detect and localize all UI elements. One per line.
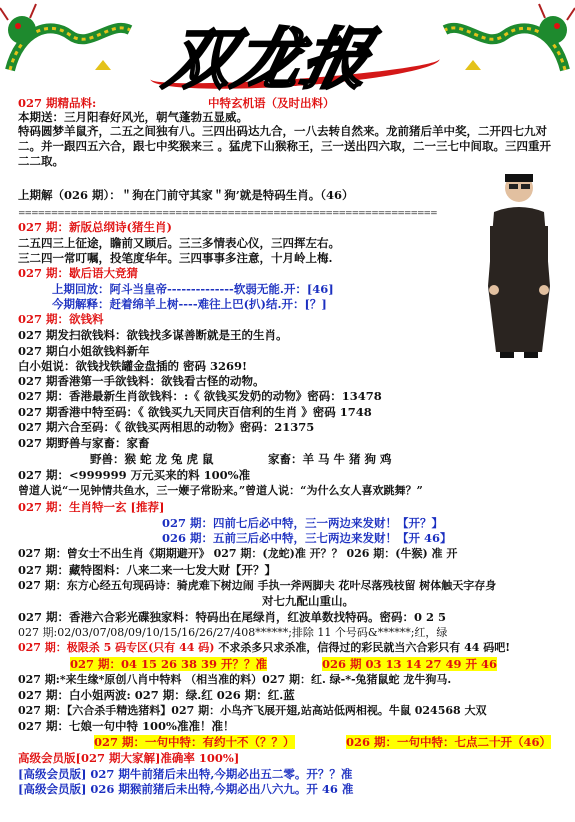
zodiac-label: 027 期野兽与家畜：家畜 (18, 436, 150, 450)
qianqian-item: 027 期六合至码：《 欲钱买两相思的动物》密码：21375 (18, 420, 315, 434)
yixiao-line: 027 期:*来生缘*原创八肖中特料 （相当准的料）027 期：红. 绿-*-兔猪鼠蛇 龙牛狗马. (18, 673, 452, 686)
section-label-jingpin: 027 期精品料: (18, 96, 97, 110)
highlight-sentence-026: 026 期：一句中特：七点二十开（46） (346, 735, 552, 749)
xiehouyu-heading: 027 期：歇后语大竞猜 (18, 266, 139, 280)
zodiac-wild: 野兽：猴 蛇 龙 兔 虎 鼠 (90, 452, 214, 466)
qianqian-item: 027 期发扫欲钱料：欲钱找多谋善断就是王的生肖。 (18, 328, 288, 342)
yixiao-line: 027 期：七娘一句中特 100%准准！准！ (18, 719, 235, 733)
banner (0, 0, 575, 98)
yixiao-kill-line (18, 641, 510, 655)
section-label-zhongte: 中特玄机语（及时出料） (208, 96, 335, 110)
intro-paragraph: 特码圆梦羊鼠齐，二五之间独有八。三四出码达九合，一八去转自然来。龙前猪后羊中奖，二开四七九对二。并一跟四五六合，跟七中奖猴来三 。猛虎下山猴称王，三一送出四六取，二一三七中间取。三四重开二二取。 (18, 124, 551, 168)
poem-heading: 027 期：新版总纲诗(猪生肖) (18, 220, 172, 234)
left-dragon-icon (0, 0, 140, 92)
kill-text: 不求杀多只求杀准，信得过的彩民就当六合彩只有 44 码吧! (214, 641, 511, 654)
kill-label: 027 期：极限杀 5 码专区(只有 44 码) (18, 641, 215, 654)
intro-line-1: 本期送：三月阳春好风光，朝气蓬勃五显威。 (18, 110, 248, 124)
highlight-026: 026 期 03 13 14 27 49 开 46 (322, 657, 498, 671)
vip-line-2: [高级会员版] 026 期猴前猪后未出特,今期必出八六九。开 46 准 (18, 782, 354, 796)
qianqian-item: 027 期：香港最新生肖欲钱料：:《 欲钱买发奶的动物》密码：13478 (18, 389, 382, 403)
yixiao-line: 027 期：香港六合彩光碟独家料：特码出在尾绿肖，红波单数找特码。密码：0 2 5 (18, 610, 447, 624)
highlight-sentence-027: 027 期：一句中特：有约十不（？？） (94, 735, 295, 749)
yixiao-line: 027 期:02/03/07/08/09/10/15/16/26/27/408******;排除 11 个号码&******;红，绿 (18, 626, 448, 639)
person-figure-icon (480, 166, 558, 358)
qianqian-item: 027 期白小姐欲钱料新年 (18, 344, 150, 358)
xiehouyu-now: 今期解释：赶着绵羊上树----难往上巴(扒)结.开：[？] (52, 297, 327, 311)
yixiao-heading: 027 期：生肖特一玄 [推荐] (18, 500, 165, 514)
poem-line-1: 二五四三上征途，瞻前又顾后。三三多情表心仪，三四挥左右。 (18, 236, 340, 250)
poem-line-2: 三二四一常叮嘱，投笔度华年。三四事事多注意，十月岭上梅. (18, 251, 333, 265)
yixiao-line: 027 期：【六合杀手精选猪料】027 期：小鸟齐飞展开翅,站高站低两相视。牛鼠 024568 大双 (18, 704, 487, 717)
yixiao-blue-2: 026 期：五前三后必中特，三七两边来发财！【开 46】 (162, 531, 452, 545)
yixiao-line: 027 期：东方心经五句现码诗：骑虎难下树边闹 手执一斧两脚夫 花叶尽落残枝留 树体触天字存身 (18, 579, 497, 592)
money-line: 027 期：<999999 万元买来的料 100%准 (18, 468, 251, 482)
qianqian-item: 白小姐说：欲钱找铁罐金盘插的 密码 3269! (18, 359, 248, 373)
vip-heading: 高级会员版[027 期大家解]准确率 100%] (18, 751, 240, 765)
right-dragon-icon (435, 0, 575, 92)
yixiao-line: 027 期：曾女士不出生肖《期期避开》 027 期：(龙蛇)准 开？？ 026 期：(牛猴) 准 开 (18, 547, 458, 560)
yixiao-line: 027 期：白小姐两波: 027 期：绿.红 026 期：红.蓝 (18, 688, 295, 702)
yixiao-line: 027 期：藏特图料：八来二来一七发大财【开？】 (18, 563, 277, 577)
separator: ================================================================ (18, 209, 437, 219)
daoren-line: 曾道人说“一见钟情共鱼水，三一㛹子常盼来。”曾道人说：“为什么女人喜欢跳舞？” (18, 484, 423, 497)
banner-title: 双龙报 (158, 21, 379, 98)
vip-line-1: [高级会员版] 027 期牛前猪后未出特,今期必出五二零。开？？准 (18, 767, 353, 781)
zodiac-domestic: 家畜：羊 马 牛 猪 狗 鸡 (268, 452, 392, 466)
qianqian-item: 027 期香港第一手欲钱料：欲钱看古怪的动物。 (18, 374, 265, 388)
highlight-027: 027 期：04 15 26 38 39 开？？准 (70, 657, 268, 671)
last-issue-line: 上期解（026 期）：＂狗在门前守其家＂狗’就是特码生肖。（46） (18, 188, 354, 202)
xiehouyu-prev: 上期回放：阿斗当皇帝--------------软弱无能.开：[46] (52, 282, 334, 296)
yixiao-blue-1: 027 期：四前七后必中特，三一两边来发财！【开？】 (162, 516, 444, 530)
qianqian-heading: 027 期：欲钱料 (18, 312, 104, 326)
yixiao-line: 对七九配山重山。 (262, 594, 354, 608)
qianqian-item: 027 期香港中特至码：《 欲钱买九天同庆百信利的生肖 》密码 1748 (18, 405, 372, 419)
